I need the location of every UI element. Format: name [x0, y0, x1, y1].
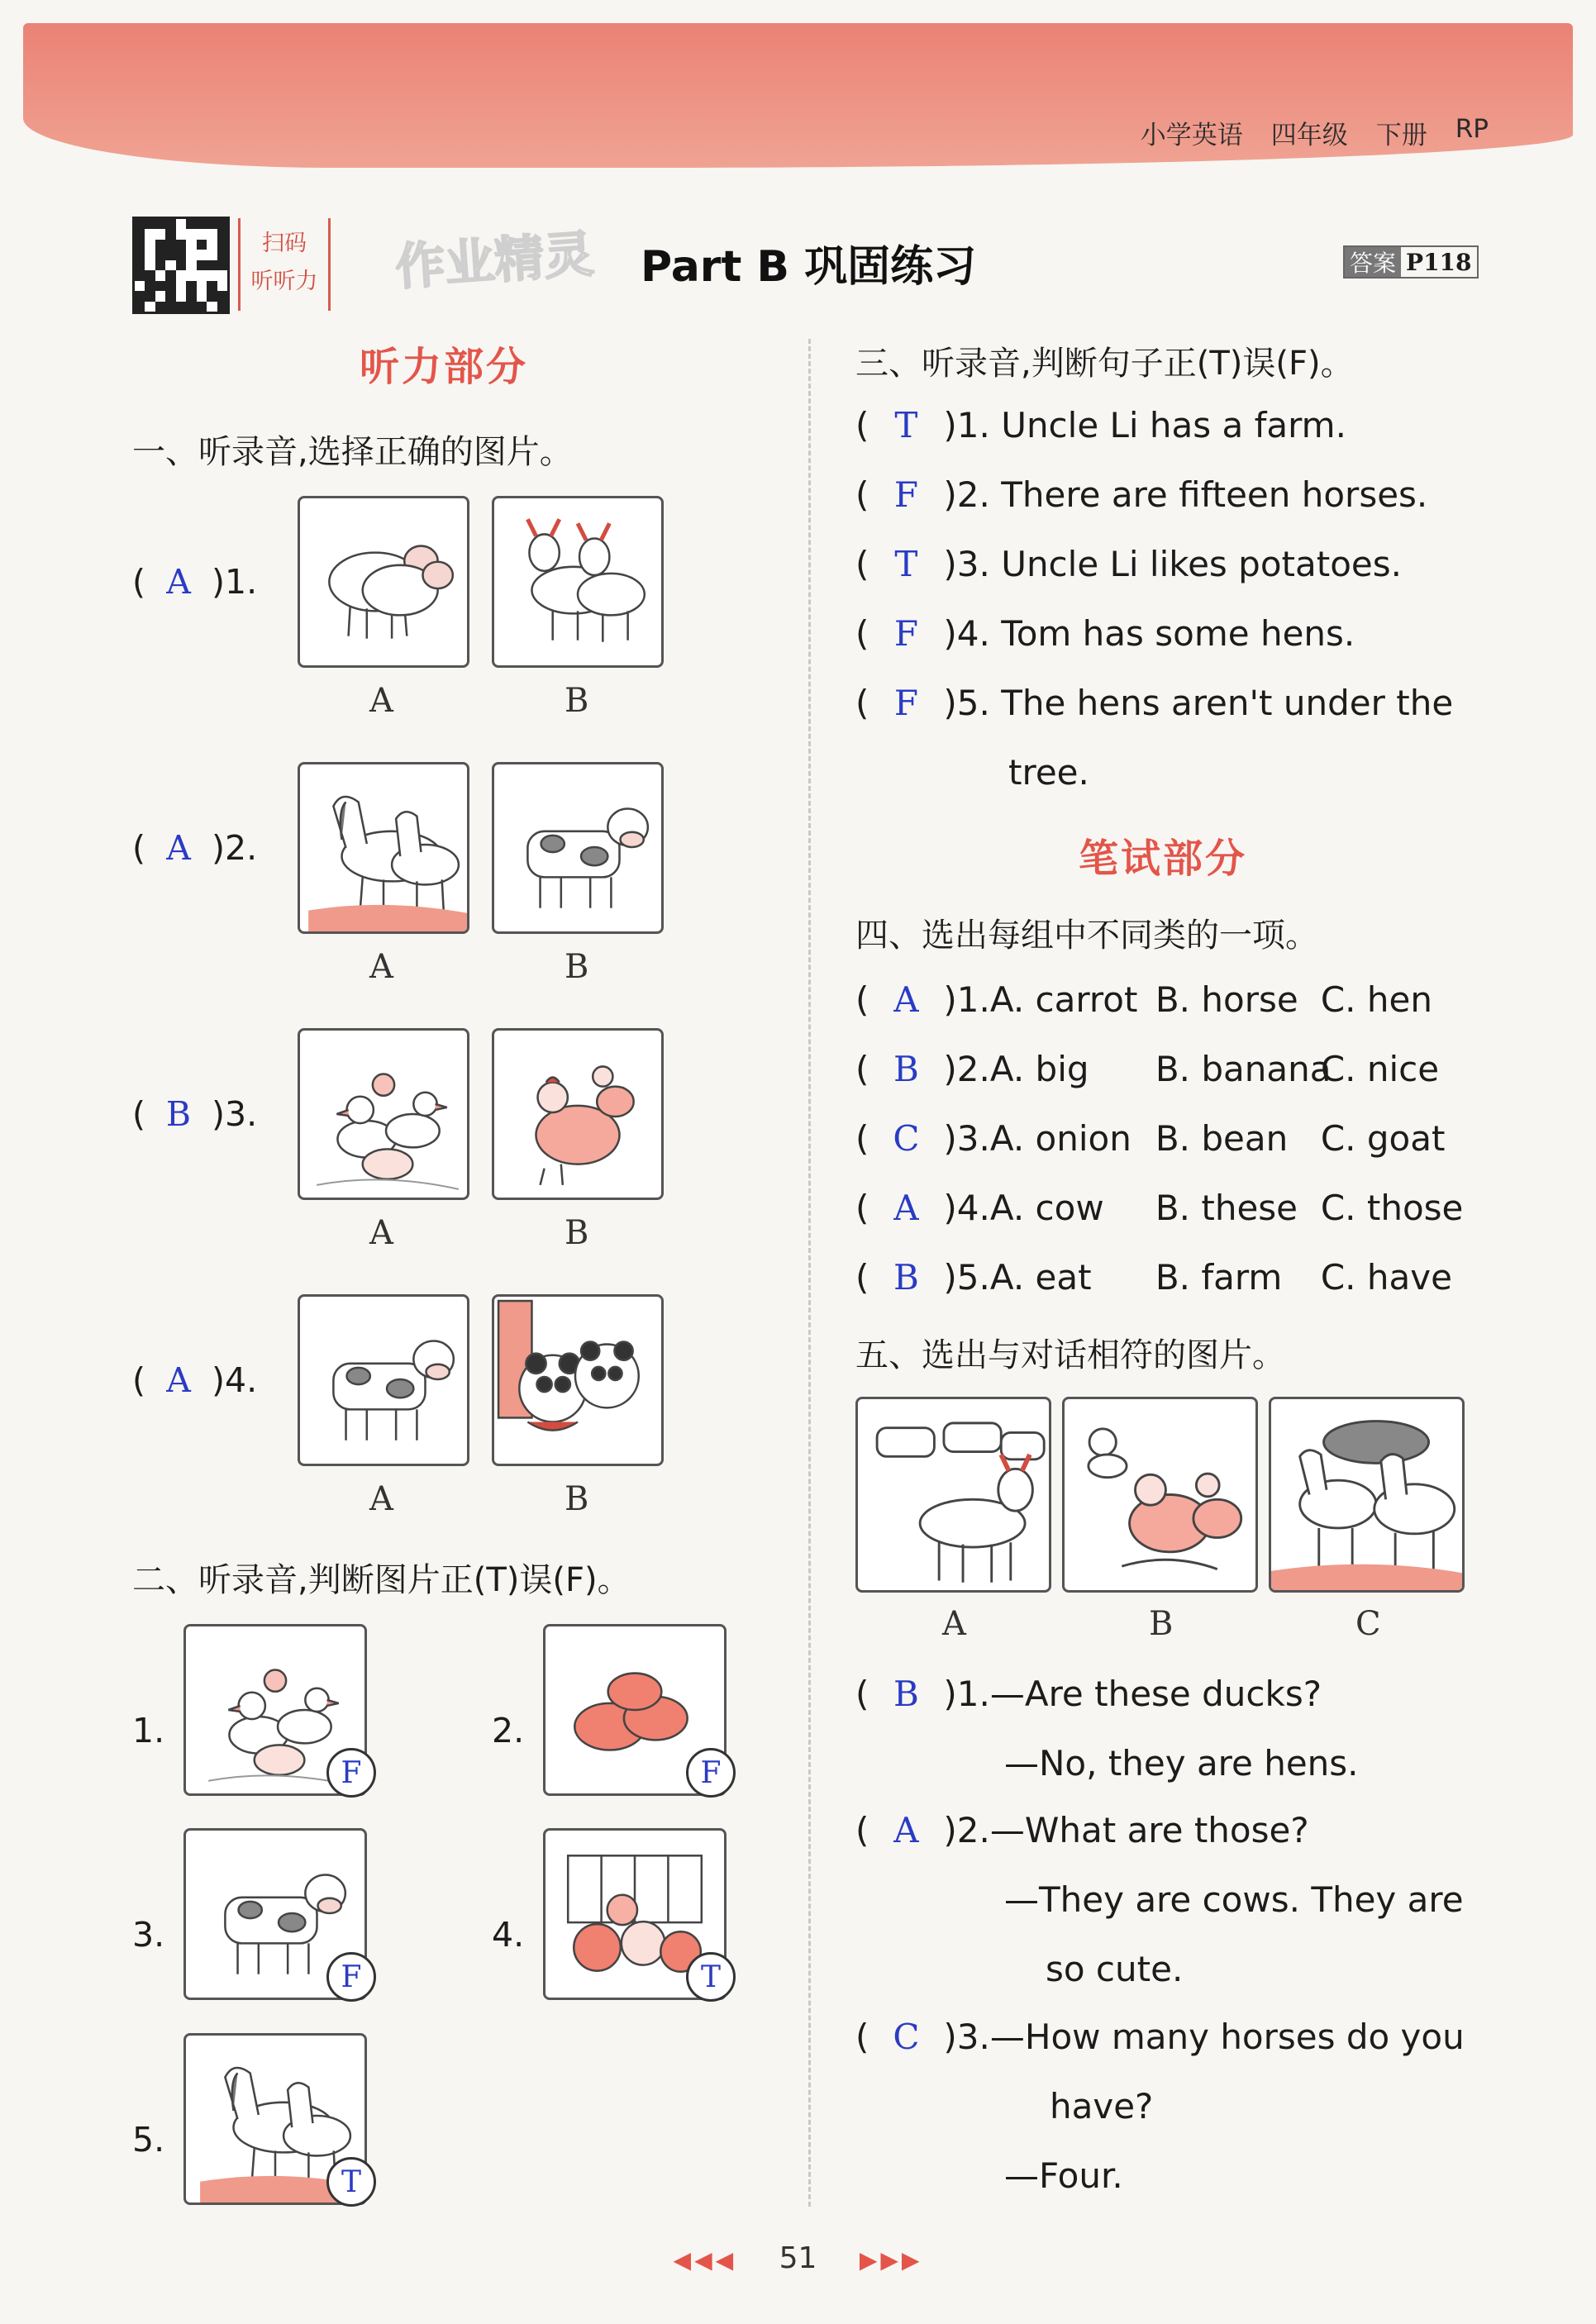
tf-answer-badge[interactable]: F — [686, 1748, 736, 1798]
option-b-picture — [492, 1294, 664, 1466]
item-number: )5. — [943, 1257, 990, 1298]
answer-slot[interactable]: B — [893, 1674, 919, 1714]
column-divider — [808, 339, 811, 2207]
choice-b: B. these — [1155, 1188, 1298, 1228]
dialogue-picture-label: A — [942, 1605, 966, 1643]
close-paren: ) — [212, 562, 225, 602]
open-paren: ( — [132, 562, 145, 602]
part1-item — [132, 562, 257, 602]
sentence-text: )5. The hens aren't under the — [943, 683, 1454, 723]
option-b-picture-drawing — [494, 1297, 661, 1464]
part5-item — [855, 1810, 1309, 1850]
choice-c: C. have — [1320, 1257, 1452, 1298]
sentence-continuation: tree. — [1008, 752, 1089, 793]
dialogue-line: so cute. — [1046, 1949, 1184, 1989]
option-a-picture — [298, 1028, 469, 1200]
item-number: )3. — [943, 2017, 990, 2057]
option-a-picture — [298, 1294, 469, 1466]
option-b-label: B — [565, 948, 589, 986]
choice-c: C. those — [1320, 1188, 1464, 1228]
part4-item — [855, 1257, 1452, 1298]
page-number: 51 — [779, 2241, 817, 2275]
open-paren: ( — [855, 474, 869, 515]
dialogue-picture-label: C — [1355, 1605, 1381, 1643]
open-paren: ( — [855, 1188, 869, 1228]
item-number: 3. — [225, 1094, 258, 1134]
open-paren: ( — [855, 979, 869, 1020]
part4-heading: 四、选出每组中不同类的一项。 — [855, 917, 1318, 955]
answer-slot[interactable]: F — [893, 474, 918, 515]
dialogue-picture — [1269, 1397, 1465, 1593]
option-a-label: A — [369, 948, 393, 986]
choice-b: B. farm — [1155, 1257, 1283, 1298]
book-meta — [1141, 114, 1489, 151]
writing-section-title: 笔试部分 — [1079, 836, 1248, 882]
answer-slot[interactable]: C — [893, 2017, 920, 2057]
choice-c: C. hen — [1320, 979, 1432, 1020]
option-b-picture — [492, 762, 664, 934]
option-a-label: A — [369, 1214, 393, 1252]
choice-c: C. goat — [1320, 1118, 1446, 1159]
answer-slot[interactable]: B — [165, 1094, 192, 1134]
option-b-picture-drawing — [494, 498, 661, 665]
sentence-text: )4. Tom has some hens. — [943, 613, 1355, 654]
option-a-picture-drawing — [300, 764, 467, 931]
grade-label: 四年级 — [1270, 121, 1348, 150]
edition-label: RP — [1455, 114, 1489, 144]
answer-slot[interactable]: T — [894, 544, 918, 584]
open-paren: ( — [132, 1094, 145, 1134]
answer-slot[interactable]: A — [166, 828, 191, 868]
choice-b: B. horse — [1155, 979, 1298, 1020]
page-footer — [0, 2241, 1596, 2275]
dialogue-picture — [855, 1397, 1051, 1593]
option-b-label: B — [565, 1480, 589, 1518]
option-a-label: A — [369, 682, 393, 720]
part3-item — [855, 405, 1346, 445]
part2-heading: 二、听录音,判断图片正(T)误(F)。 — [132, 1561, 631, 1599]
answer-page-ref: 答案 P118 — [1343, 245, 1479, 279]
item-number: )1. — [943, 1674, 990, 1714]
part4-item — [855, 1188, 1463, 1228]
tf-item-number: 1. — [132, 1711, 165, 1750]
answer-slot[interactable]: B — [893, 1257, 919, 1298]
close-paren: ) — [212, 1094, 225, 1134]
choice-b: B. banana — [1155, 1049, 1332, 1089]
scan-listen-label: 扫码 听听力 — [238, 218, 331, 311]
answer-slot[interactable]: A — [893, 1188, 919, 1228]
sentence-text: )3. Uncle Li likes potatoes. — [943, 544, 1402, 584]
option-a-picture — [298, 762, 469, 934]
dialogue-picture-drawing — [1271, 1399, 1462, 1590]
dialogue-line: —They are cows. They are — [1004, 1879, 1464, 1920]
answer-slot[interactable]: A — [893, 979, 919, 1020]
dialogue-line: —No, they are hens. — [1004, 1743, 1359, 1783]
open-paren: ( — [855, 1674, 869, 1714]
part3-item — [855, 544, 1402, 584]
choice-c: C. nice — [1320, 1049, 1440, 1089]
option-b-picture — [492, 496, 664, 668]
open-paren: ( — [855, 683, 869, 723]
part3-item — [855, 613, 1355, 654]
item-number: 1. — [225, 562, 258, 602]
option-a-picture-drawing — [300, 1031, 467, 1198]
prev-arrows-icon: ◀◀◀ — [673, 2246, 737, 2274]
part1-item — [132, 828, 257, 868]
item-number: 4. — [225, 1360, 258, 1400]
open-paren: ( — [855, 1810, 869, 1850]
tf-answer-badge[interactable]: T — [326, 2157, 376, 2207]
answer-slot[interactable]: F — [893, 683, 918, 723]
part5-heading: 五、选出与对话相符的图片。 — [855, 1336, 1285, 1374]
part3-heading: 三、听录音,判断句子正(T)误(F)。 — [855, 345, 1354, 383]
listening-section-title: 听力部分 — [360, 344, 529, 390]
item-number: )2. — [943, 1049, 990, 1089]
option-b-picture — [492, 1028, 664, 1200]
option-a-picture — [298, 496, 469, 668]
item-number: )4. — [943, 1188, 990, 1228]
choice-a: A. carrot — [989, 979, 1138, 1020]
answer-slot[interactable]: A — [166, 1360, 191, 1400]
part1-item — [132, 1094, 257, 1134]
close-paren: ) — [212, 828, 225, 868]
choice-a: A. big — [989, 1049, 1089, 1089]
answer-slot[interactable]: A — [893, 1810, 919, 1850]
answer-slot[interactable]: A — [166, 562, 191, 602]
open-paren: ( — [855, 613, 869, 654]
choice-a: A. onion — [989, 1118, 1131, 1159]
option-a-picture-drawing — [300, 1297, 467, 1464]
open-paren: ( — [855, 2017, 869, 2057]
part5-item — [855, 1674, 1322, 1714]
choice-b: B. bean — [1155, 1118, 1289, 1159]
open-paren: ( — [855, 1049, 869, 1089]
item-number: )2. — [943, 1810, 990, 1850]
tf-item-number: 5. — [132, 2120, 165, 2160]
tf-item-number: 2. — [492, 1711, 525, 1750]
tf-item-number: 3. — [132, 1915, 165, 1955]
sentence-text: )2. There are fifteen horses. — [943, 474, 1428, 515]
open-paren: ( — [132, 1360, 145, 1400]
option-b-picture-drawing — [494, 764, 661, 931]
volume-label: 下册 — [1375, 121, 1427, 150]
dialogue-picture — [1062, 1397, 1258, 1593]
item-number: 2. — [225, 828, 258, 868]
option-b-label: B — [565, 682, 589, 720]
dialogue-line: have? — [1050, 2086, 1154, 2126]
subject-label: 小学英语 — [1140, 121, 1243, 150]
next-arrows-icon: ▶▶▶ — [859, 2246, 923, 2274]
option-b-picture-drawing — [494, 1031, 661, 1198]
open-paren: ( — [855, 1118, 869, 1159]
open-paren: ( — [855, 544, 869, 584]
answer-slot[interactable]: C — [893, 1118, 920, 1159]
part1-heading: 一、听录音,选择正确的图片。 — [132, 433, 573, 471]
dialogue-line: —What are those? — [989, 1810, 1309, 1850]
tf-item-number: 4. — [492, 1915, 525, 1955]
dialogue-line: —Are these ducks? — [989, 1674, 1322, 1714]
item-number: )1. — [943, 979, 990, 1020]
tf-answer-badge[interactable]: F — [326, 1748, 376, 1798]
qr-code-icon[interactable] — [132, 217, 230, 314]
answer-slot[interactable]: T — [894, 405, 918, 445]
answer-slot[interactable]: F — [893, 613, 918, 654]
open-paren: ( — [855, 405, 869, 445]
page-title: Part B 巩固练习 — [641, 242, 977, 292]
sentence-text: )1. Uncle Li has a farm. — [943, 405, 1346, 445]
choice-a: A. eat — [989, 1257, 1092, 1298]
part3-item — [855, 474, 1427, 515]
item-number: )3. — [943, 1118, 990, 1159]
tf-answer-badge[interactable]: F — [326, 1952, 376, 2002]
option-a-label: A — [369, 1480, 393, 1518]
part1-item — [132, 1360, 257, 1400]
part4-item — [855, 1049, 1439, 1089]
close-paren: ) — [212, 1360, 225, 1400]
part4-item — [855, 1118, 1445, 1159]
option-a-picture-drawing — [300, 498, 467, 665]
answer-slot[interactable]: B — [893, 1049, 919, 1089]
choice-a: A. cow — [989, 1188, 1104, 1228]
dialogue-picture-drawing — [858, 1399, 1049, 1590]
open-paren: ( — [132, 828, 145, 868]
watermark-logo: 作业精灵 — [393, 225, 596, 298]
dialogue-picture-drawing — [1065, 1399, 1255, 1590]
option-b-label: B — [565, 1214, 589, 1252]
part3-item — [855, 683, 1453, 723]
dialogue-picture-label: B — [1149, 1605, 1174, 1643]
tf-answer-badge[interactable]: T — [686, 1952, 736, 2002]
dialogue-line: —Four. — [1004, 2155, 1123, 2196]
part4-item — [855, 979, 1432, 1020]
part5-item — [855, 2017, 1465, 2057]
dialogue-line: —How many horses do you — [989, 2017, 1465, 2057]
open-paren: ( — [855, 1257, 869, 1298]
